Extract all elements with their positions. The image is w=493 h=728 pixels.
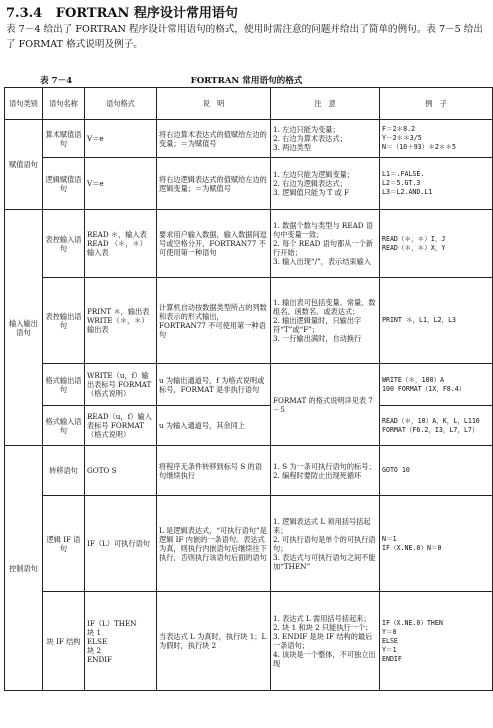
statement-example: IF（X.NE.0）THEN Y＝0 ELSE Y＝1 ENDIF — [380, 592, 493, 691]
statement-note: 1. 数据个数与类型与 READ 语句中变量一致； 2. 每个 READ 语句都从一个新行开始； 3. 输入出现“/”，表示结束输入 — [271, 210, 380, 278]
statement-name: 格式输入语句 — [43, 406, 85, 446]
table-row — [5, 158, 493, 210]
table-header-row — [5, 88, 493, 120]
statement-name: 表控输出语句 — [43, 278, 85, 364]
statement-description: 将程序无条件转移到标号 S 的语句继续执行 — [157, 446, 271, 496]
section-title: FORTRAN 程序设计常用语句 — [55, 6, 238, 21]
table-row — [5, 446, 493, 496]
statement-format: V＝e — [85, 120, 157, 158]
header-example: 例 子 — [380, 88, 493, 120]
table-row — [5, 210, 493, 278]
statement-example: WRITE（＊，100）A 100 FORMAT（1X，F8.4） — [380, 364, 493, 406]
statement-format: GOTO S — [85, 446, 157, 496]
statement-format: READ ＊，输入表 READ （＊，＊）输入表 — [85, 210, 157, 278]
statement-note: 1. 左边只能为逻辑变量； 2. 右边为逻辑表达式； 3. 逻辑值只能为 T 或 F — [271, 158, 380, 210]
table-title: FORTRAN 常用语句的格式 — [190, 76, 303, 86]
table-row — [5, 120, 493, 158]
statement-description: 当表达式 L 为真时，执行块 1；L 为假时，执行块 2 — [157, 592, 271, 691]
header-category: 语句类别 — [5, 88, 43, 120]
statement-format: V＝e — [85, 158, 157, 210]
statement-note: 1. 逻辑表达式 L 须用括号括起来； 2. 可执行语句是单个的可执行语句； 3. 表达式与可执行语句之间不能加“THEN” — [271, 496, 380, 592]
statement-example: F＝2＊8.2 Y－2＊＊3/5 N＝（10＋93）＊2＊＊5 — [380, 120, 493, 158]
table-row — [5, 406, 493, 446]
intro-paragraph: 表 7－4 给出了 FORTRAN 程序设计常用语句的格式，使用时需注意的问题并给出了简单的例句。表 7－5 给出了 FORMAT 格式说明及例子。 — [6, 24, 483, 50]
table-row — [5, 496, 493, 592]
header-format: 语句格式 — [85, 88, 157, 120]
statement-note: 1. 左边只能为变量； 2. 右边为算术表达式； 3. 两边类型 — [271, 120, 380, 158]
category-cell: 控制语句 — [5, 446, 43, 691]
statement-note: 1. 输出表可包括变量、常量、数组名、函数名、或表达式； 2. 输出逻辑量时，只输出字符“T”或“F”； 3. 一行输出满时，自动换行 — [271, 278, 380, 364]
statement-description: L 是逻辑表达式，“可执行语句”是逻辑 IF 内嵌的一条语句。表达式为真，则执行内嵌语句后继续往下执行，否则执行该语句后面的语句 — [157, 496, 271, 592]
statement-description: 计算机自动按数据类型所占的列数和表示的形式输出，FORTRAN77 不可使用第一种语句 — [157, 278, 271, 364]
statement-name: 逻辑赋值语句 — [43, 158, 85, 210]
statement-description: u 为输出通道号，f 为格式说明或标号，FORMAT 是非执行语句 — [157, 364, 271, 406]
statement-format: WRITE（u，f）输出表标号 FORMAT（格式说明） — [85, 364, 157, 406]
statement-example: READ（＊，＊）I，J READ（＊，＊）X，Y — [380, 210, 493, 278]
statement-description: 将右边逻辑表达式的值赋给左边的逻辑变量；＝为赋值号 — [157, 158, 271, 210]
statement-example: N＝1 IF（X.NE.0）N＝0 — [380, 496, 493, 592]
statement-name: 逻辑 IF 语句 — [43, 496, 85, 592]
statement-description: u 为输入通道号，其余同上 — [157, 406, 271, 446]
statement-note: FORMAT 的格式说明详见表 7－5 — [271, 364, 380, 446]
statement-name: 块 IF 结构 — [43, 592, 85, 691]
header-description: 说 明 — [157, 88, 271, 120]
statement-example: PRINT ＊，L1，L2，L3 — [380, 278, 493, 364]
statement-name: 转移语句 — [43, 446, 85, 496]
statement-note: 1. S 为一条可执行语句的标号； 2. 编程时要防止出现死循环 — [271, 446, 380, 496]
statement-description: 将右边算术表达式的值赋给左边的变量；＝为赋值号 — [157, 120, 271, 158]
table-row — [5, 278, 493, 364]
category-cell: 输入输出语句 — [5, 210, 43, 446]
statement-name: 表控输入语句 — [43, 210, 85, 278]
statement-format: IF（L）可执行语句 — [85, 496, 157, 592]
section-number: 7.3.4 — [6, 6, 43, 21]
statement-name: 算术赋值语句 — [43, 120, 85, 158]
statement-example: GOTO 10 — [380, 446, 493, 496]
statement-example: L1＝.FALSE. L2＝5.GT.3 L3＝L2.AND.L1 — [380, 158, 493, 210]
category-cell: 赋值语句 — [5, 120, 43, 210]
statement-description: 要求用户输入数据，输入数据间逗号或空格分开，FORTRAN77 不可使用第一种语句 — [157, 210, 271, 278]
fortran-statement-table — [4, 87, 493, 691]
statement-note: 1. 表达式 L 需用括号括起来； 2. 块 1 和块 2 只能执行一个； 3. ENDIF 是块 IF 结构的最后一条语句； 4. 该块是一个整体，不可独立出现 — [271, 592, 380, 691]
statement-example: READ（＊，10）A，K，L，L110 FORMAT（F6.2，I3，L7，L7） — [380, 406, 493, 446]
table-row — [5, 592, 493, 691]
table-number: 表 7－4 — [40, 76, 73, 86]
statement-name: 格式输出语句 — [43, 364, 85, 406]
table-row — [5, 364, 493, 406]
statement-format: IF（L）THEN 块 1 ELSE 块 2 ENDIF — [85, 592, 157, 691]
statement-format: READ（u，f）输入表标号 FORMAT（格式说明） — [85, 406, 157, 446]
header-notes: 注 意 — [271, 88, 380, 120]
header-name: 语句名称 — [43, 88, 85, 120]
statement-format: PRINT ＊，输出表 WRITE（＊，＊）输出表 — [85, 278, 157, 364]
section-heading — [6, 2, 238, 21]
